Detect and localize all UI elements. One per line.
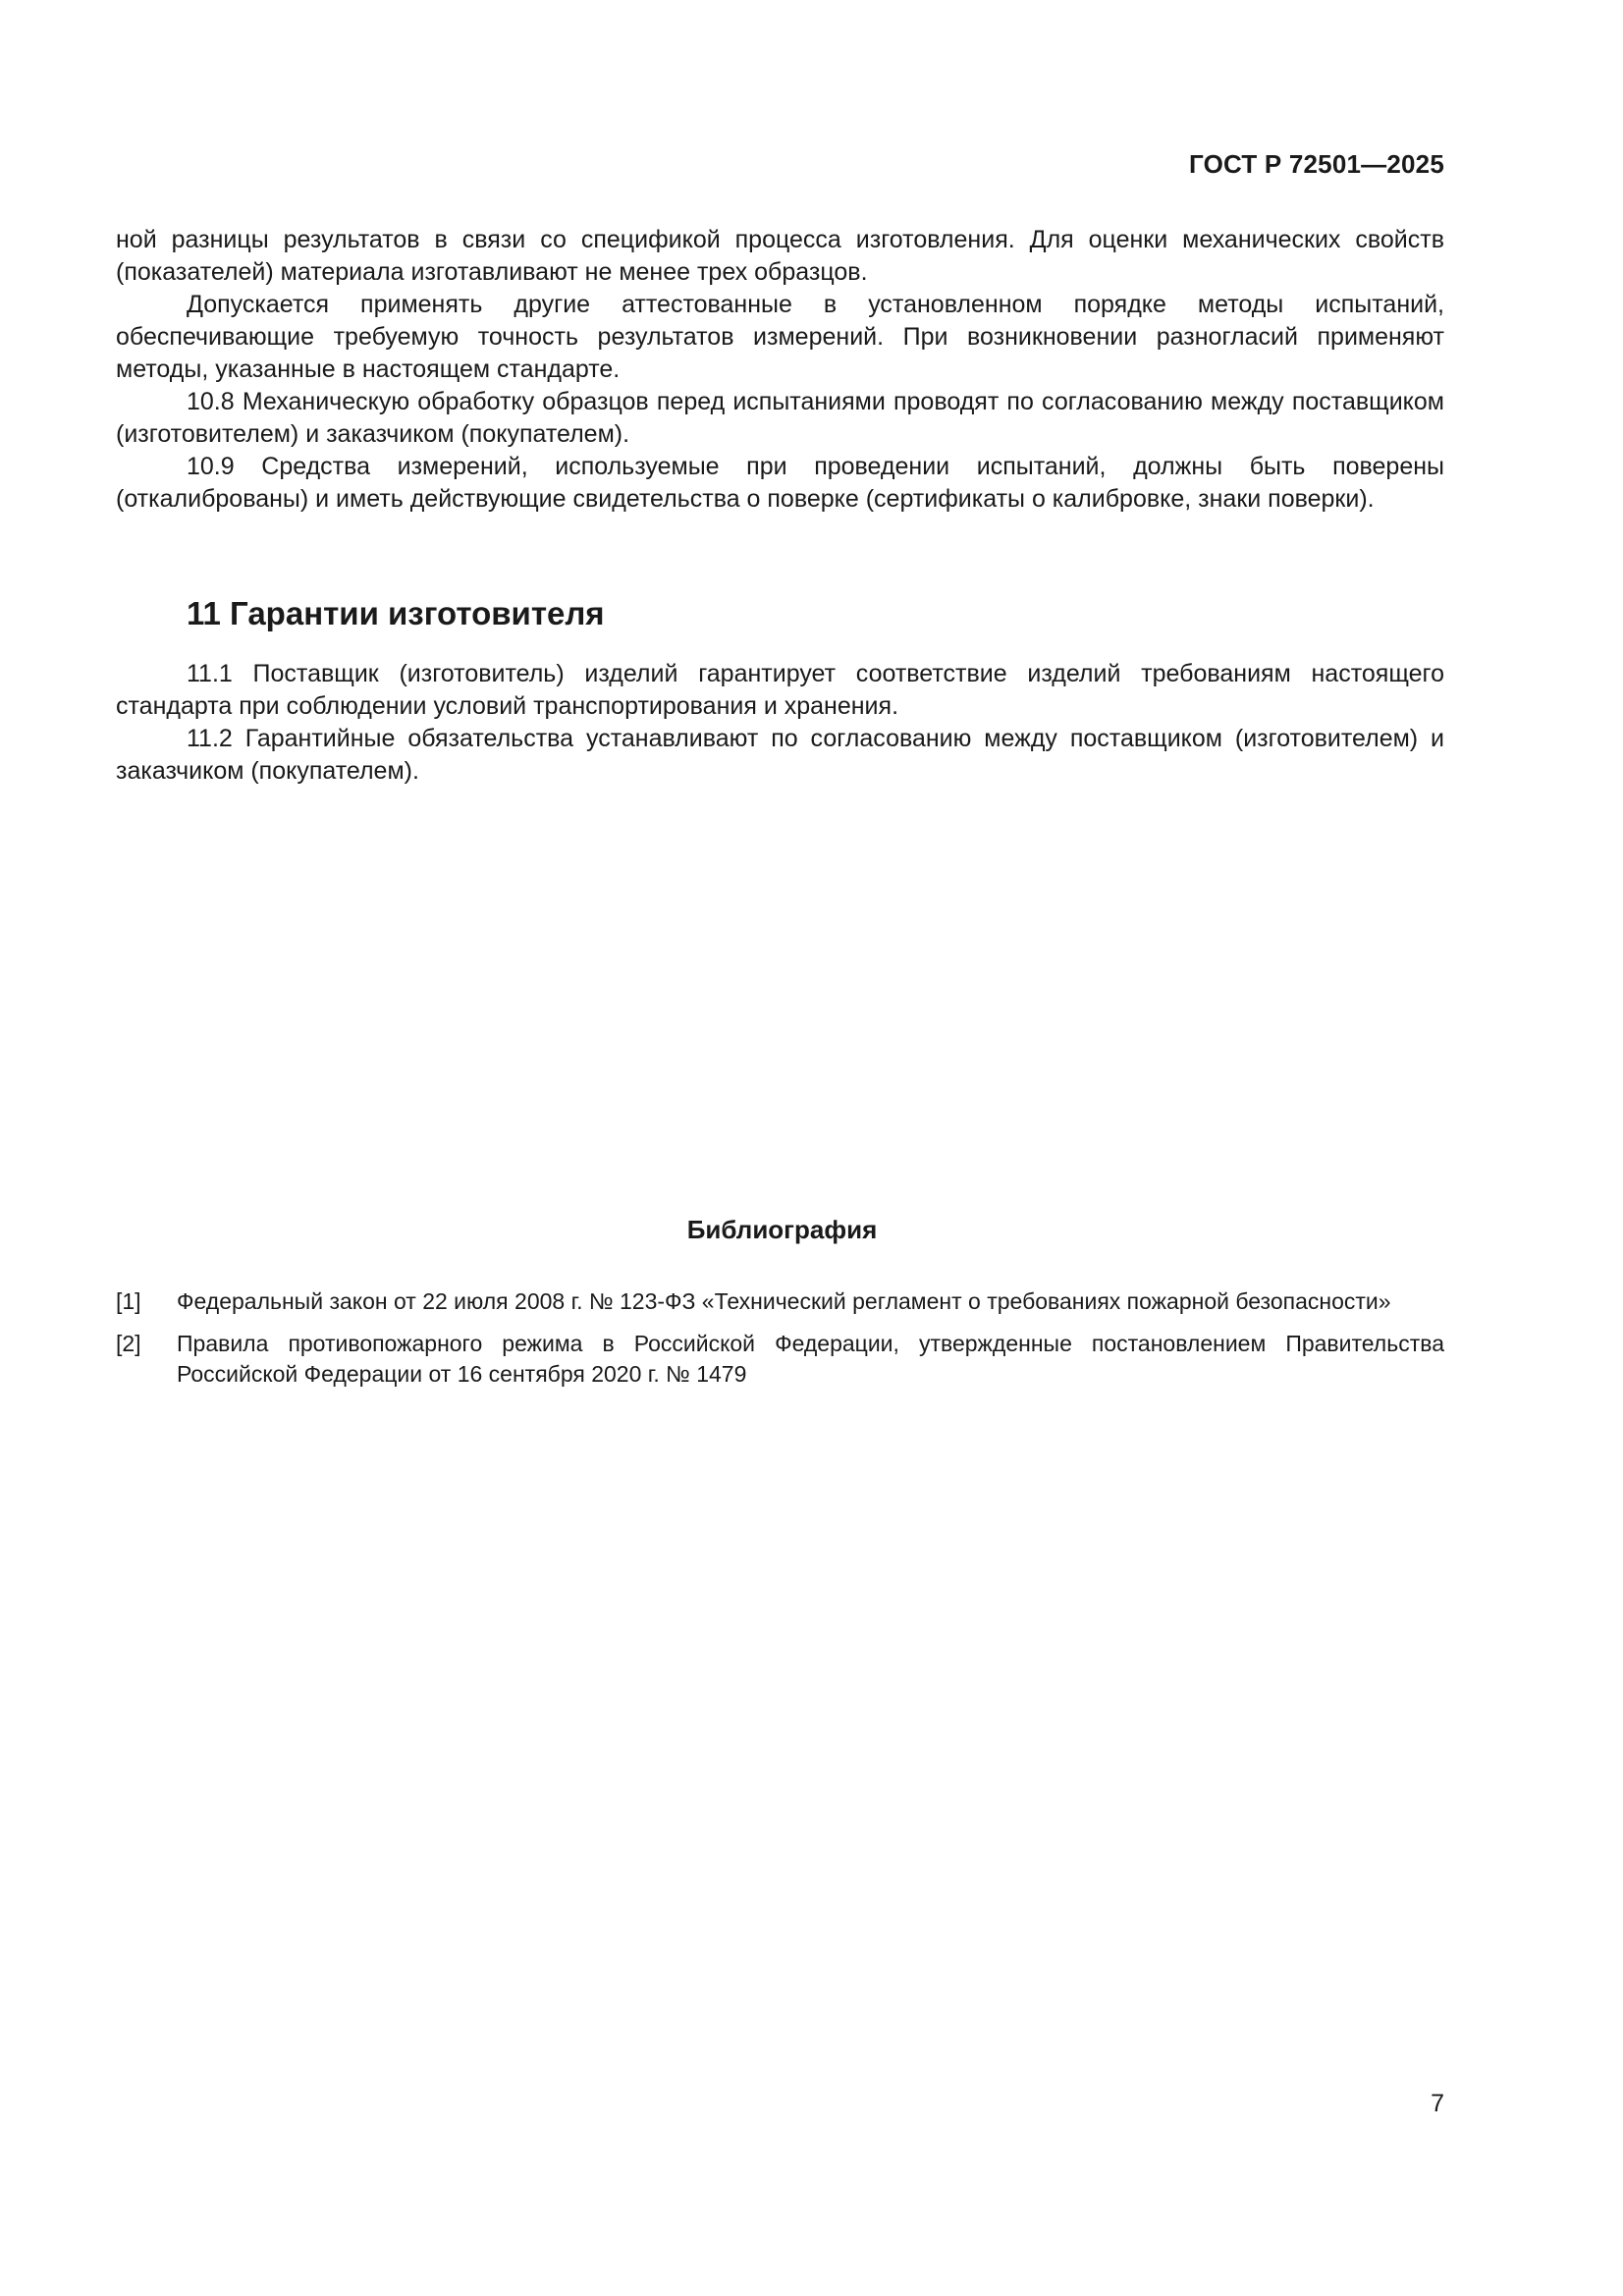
standard-code-header: ГОСТ Р 72501—2025 (1189, 149, 1444, 179)
paragraph-11-2: 11.2 Гарантийные обязательства устанавливают по согласованию между поставщиком (изготовителем) и заказчиком (покупателем). (116, 725, 1444, 785)
bibliography-item-number: [1] (116, 1288, 141, 1314)
bibliography-item (116, 1329, 1444, 1390)
bibliography-item-text: Федеральный закон от 22 июля 2008 г. № 123-ФЗ «Технический регламент о требованиях пожарной безопасности» (177, 1288, 1391, 1314)
bibliography-item (116, 1286, 1444, 1317)
bibliography-title: Библиография (686, 1215, 878, 1244)
bibliography-item-number: [2] (116, 1331, 141, 1356)
paragraph-11-1: 11.1 Поставщик (изготовитель) изделий гарантирует соответствие изделий требованиям настоящего стандарта при соблюдении условий транспортирования и хранения. (116, 660, 1444, 720)
paragraph-continuation: ной разницы результатов в связи со спецификой процесса изготовления. Для оценки механических свойств (показателей) материала изготавливают не менее трех образцов. (116, 226, 1444, 286)
section-11-title: 11 Гарантии изготовителя (187, 595, 605, 631)
bibliography-item-text: Правила противопожарного режима в Российской Федерации, утвержденные постановлением Правительства Российской Федерации от 16 сентября 2020 г. № 1479 (177, 1331, 1444, 1387)
paragraph-10-8: 10.8 Механическую обработку образцов перед испытаниями проводят по согласованию между поставщиком (изготовителем) и заказчиком (покупателем). (116, 388, 1444, 448)
bibliography-list (116, 1286, 1444, 1401)
section-10-continuation (116, 224, 1444, 516)
paragraph-alternative-methods: Допускается применять другие аттестованные в установленном порядке методы испытаний, обеспечивающие требуемую точность результатов измерений. При возникновении разногласий применяют методы, указанные в настоящем стандарте. (116, 291, 1444, 383)
section-11-body (116, 658, 1444, 788)
paragraph-10-9: 10.9 Средства измерений, используемые при проведении испытаний, должны быть поверены (откалиброваны) и иметь действующие свидетельства о поверке (сертификаты о калибровке, знаки поверки). (116, 453, 1444, 513)
page-number: 7 (1431, 2090, 1444, 2117)
